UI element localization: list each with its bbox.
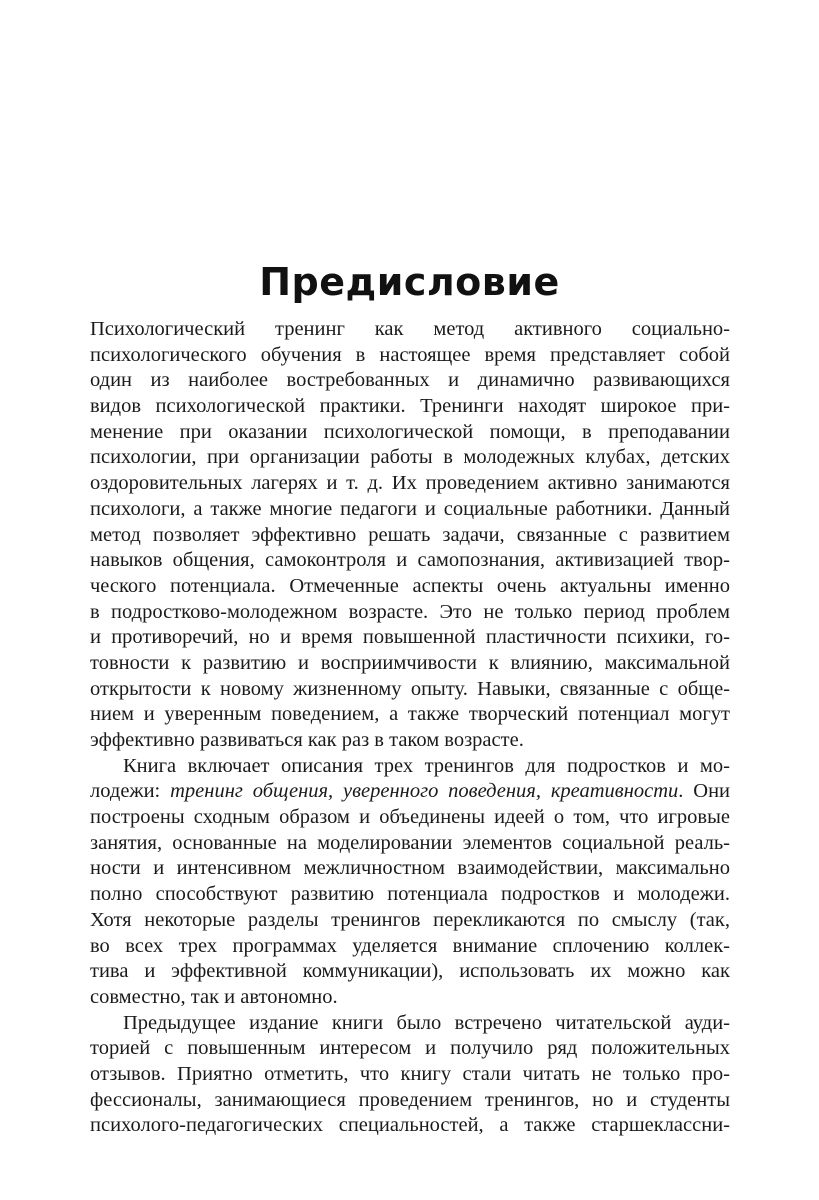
- text-line: Психологический тренинг как метод активного социально-: [90, 318, 730, 340]
- text-line: занятия, основанные на моделировании элементов социальной реаль-: [90, 831, 730, 854]
- text-line: один из наиболее востребованных и динамично развивающихся: [90, 369, 730, 392]
- text-line: психологии, при организации работы в молодежных клубах, детских: [90, 446, 730, 469]
- text-line: Книга включает описания трех тренингов для подростков и мо-: [123, 754, 730, 777]
- text-line: Предыдущее издание книги было встречено читательской ауди-: [123, 1011, 730, 1034]
- text-line: метод позволяет эффективно решать задачи, связанные с развитием: [90, 523, 730, 546]
- text-line: менение при оказании психологической помощи, в преподавании: [90, 420, 730, 443]
- paragraph-1: [90, 317, 730, 754]
- text-line: психолого-педагогических специальностей, а также старшеклассни-: [90, 1114, 730, 1137]
- text-line: совместно, так и автономно.: [90, 985, 338, 1008]
- text-line: тива и эффективной коммуникации), использовать их можно как: [90, 960, 730, 983]
- text-line: психологи, а также многие педагоги и социальные работники. Данный: [90, 497, 730, 520]
- text-line: ческого потенциала. Отмеченные аспекты очень актуальны именно: [90, 574, 730, 597]
- text-line: нием и уверенным поведением, а также творческий потенциал могут: [90, 703, 730, 726]
- text-line: Хотя некоторые разделы тренингов перекликаются по смыслу (так,: [90, 908, 730, 931]
- text-line: эффективно развиваться как раз в таком возрасте.: [90, 729, 524, 751]
- text-line: во всех трех программах уделяется внимание сплочению коллек-: [90, 934, 730, 957]
- text-line: оздоровительных лагерях и т. д. Их проведением активно занимаются: [90, 472, 730, 495]
- text-line-with-italic: [90, 779, 730, 805]
- text-line: построены сходным образом и объединены идеей о том, что игровые: [90, 806, 730, 829]
- text-line: ности и интенсивном межличностном взаимодействии, максимально: [90, 857, 730, 880]
- text-line: фессионалы, занимающиеся проведением тренингов, но и студенты: [90, 1088, 730, 1111]
- body-text: [90, 317, 730, 1139]
- text-line: навыков общения, самоконтроля и самопознания, активизацией твор-: [90, 549, 730, 572]
- text-line: отзывов. Приятно отметить, что книгу стали читать не только про-: [90, 1062, 730, 1085]
- text-line: товности к развитию и восприимчивости к влиянию, максимальной: [90, 651, 730, 674]
- text-line: видов психологической практики. Тренинги находят широкое при-: [90, 395, 730, 418]
- page-title: Предисловие: [259, 260, 560, 304]
- text-line: открытости к новому жизненному опыту. Навыки, связанные с обще-: [90, 677, 730, 700]
- text-line: торией с повышенным интересом и получило ряд положительных: [90, 1037, 730, 1060]
- text-line: психологического обучения в настоящее время представляет собой: [90, 343, 730, 366]
- text-line: в подростково-молодежном возрасте. Это не только период проблем: [90, 600, 730, 623]
- paragraph-2: [90, 754, 730, 1011]
- paragraph-3: [90, 1011, 730, 1139]
- text-segment: лодежи:: [90, 780, 171, 803]
- text-line: и противоречий, но и время повышенной пластичности психики, го-: [90, 626, 730, 649]
- italic-training-names: тренинг общения, уверенного поведения, креативности: [170, 780, 679, 803]
- text-segment: . Они: [678, 780, 731, 803]
- text-line: полно способствуют развитию потенциала подростков и молодежи.: [90, 883, 730, 906]
